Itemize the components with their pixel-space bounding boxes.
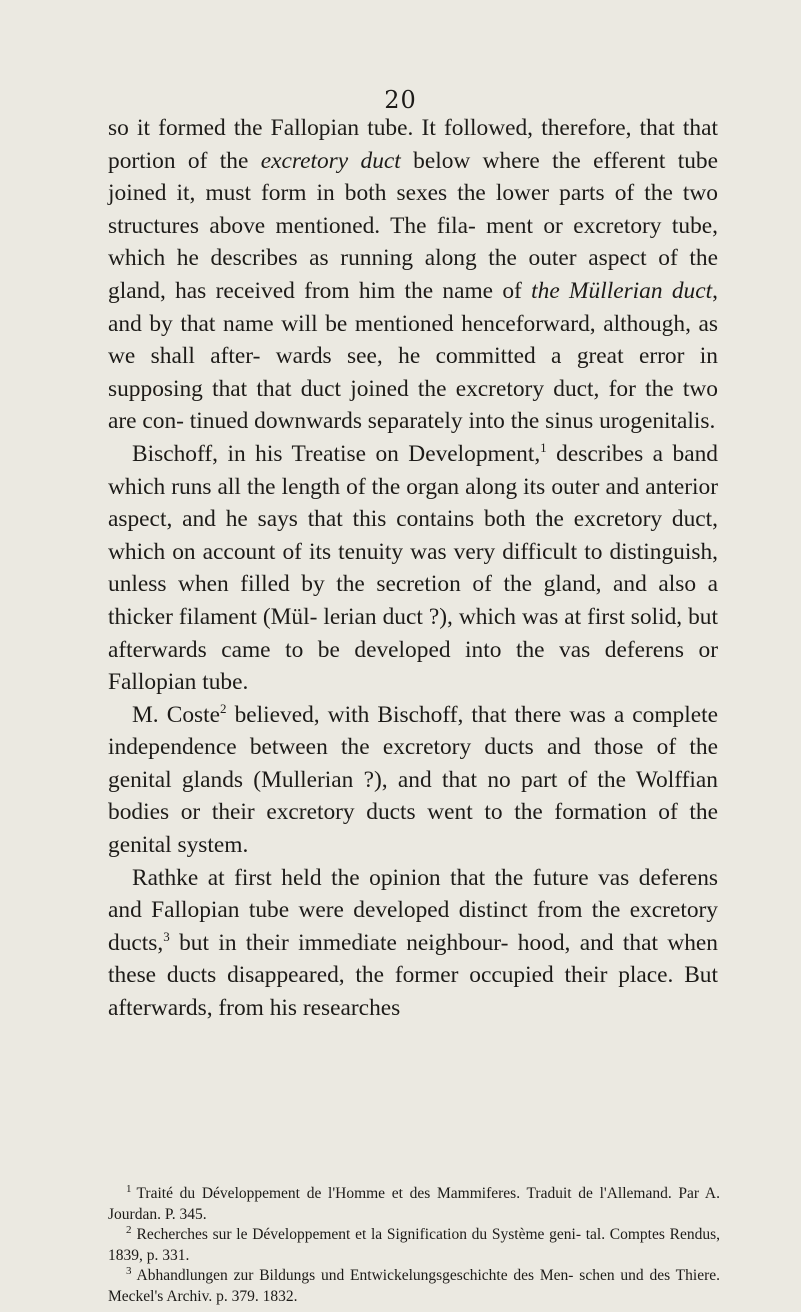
footnote-ref: 3 <box>163 929 170 945</box>
footnote-mark: 1 <box>126 1182 132 1195</box>
body-text <box>108 112 718 1025</box>
italic-term: excretory duct <box>260 147 401 174</box>
footnote-ref: 2 <box>220 700 227 716</box>
footnote-text: Traité du Développement de l'Homme et des Mammiferes. Traduit de l'Allemand. Par A. Jourdan. P. 345. <box>108 1185 720 1223</box>
text-segment: but in their immediate neighbour- hood, and that when these ducts disappeared, the former occupied their place. But afterwards, from his researches <box>108 929 718 1022</box>
text-segment: so it formed the Fallopian tube. It followed, therefore, that that portion of the <box>108 115 718 174</box>
footnote-3 <box>108 1266 720 1307</box>
paragraph-1 <box>108 112 718 438</box>
paragraph-2 <box>108 438 718 699</box>
text-segment: M. Coste <box>132 701 220 728</box>
footnote-text: Abhandlungen zur Bildungs und Entwickelungsgeschichte des Men- schen und des Thiere. Meckel's Archiv. p. 379. 1832. <box>108 1267 720 1305</box>
text-segment: below where the efferent tube joined it, must form in both sexes the lower parts of the two structures above mentioned. The fila- ment or excretory tube, which he describes as running along the outer aspect of the gland, has received from him the name of <box>108 147 718 304</box>
italic-term: the Müllerian duct <box>531 277 713 304</box>
text-segment: Rathke at first held the opinion that the future vas deferens and Fallopian tube were developed distinct from the excretory ducts, <box>108 864 718 956</box>
footnote-2 <box>108 1225 720 1266</box>
text-segment: describes a band which runs all the length of the organ along its outer and anterior aspect, and he says that this contains both the excretory duct, which on account of its tenuity was very difficult to distinguish, unless when filled by the secretion of the gland, and also a thicker filament (Mül- lerian duct ?), which was at first solid, but afterwards came to be developed into the vas deferens or Fallopian tube. <box>108 440 718 696</box>
footnotes <box>108 1184 720 1307</box>
text-segment: Bischoff, in his Treatise on Development, <box>132 440 541 467</box>
footnote-1 <box>108 1184 720 1225</box>
text-segment: believed, with Bischoff, that there was a complete independence between the excretory ducts and those of the genital glands (Mullerian ?), and that no part of the Wolffian bodies or their excretory ducts went to the formation of the genital system. <box>108 701 718 859</box>
page-number: 20 <box>384 86 417 114</box>
footnote-text: Recherches sur le Développement et la Signification du Système geni- tal. Comptes Rendus, 1839, p. 331. <box>108 1226 720 1264</box>
footnote-ref: 1 <box>540 440 547 456</box>
paragraph-3 <box>108 699 718 862</box>
paragraph-4 <box>108 862 718 1025</box>
footnote-mark: 2 <box>126 1223 132 1236</box>
footnote-mark: 3 <box>126 1264 132 1277</box>
text-segment: , and by that name will be mentioned henceforward, although, as we shall after- wards see, he committed a great error in supposing that that duct joined the excretory duct, for the two are con- tinued downwards separately into the sinus urogenitalis. <box>108 277 718 435</box>
